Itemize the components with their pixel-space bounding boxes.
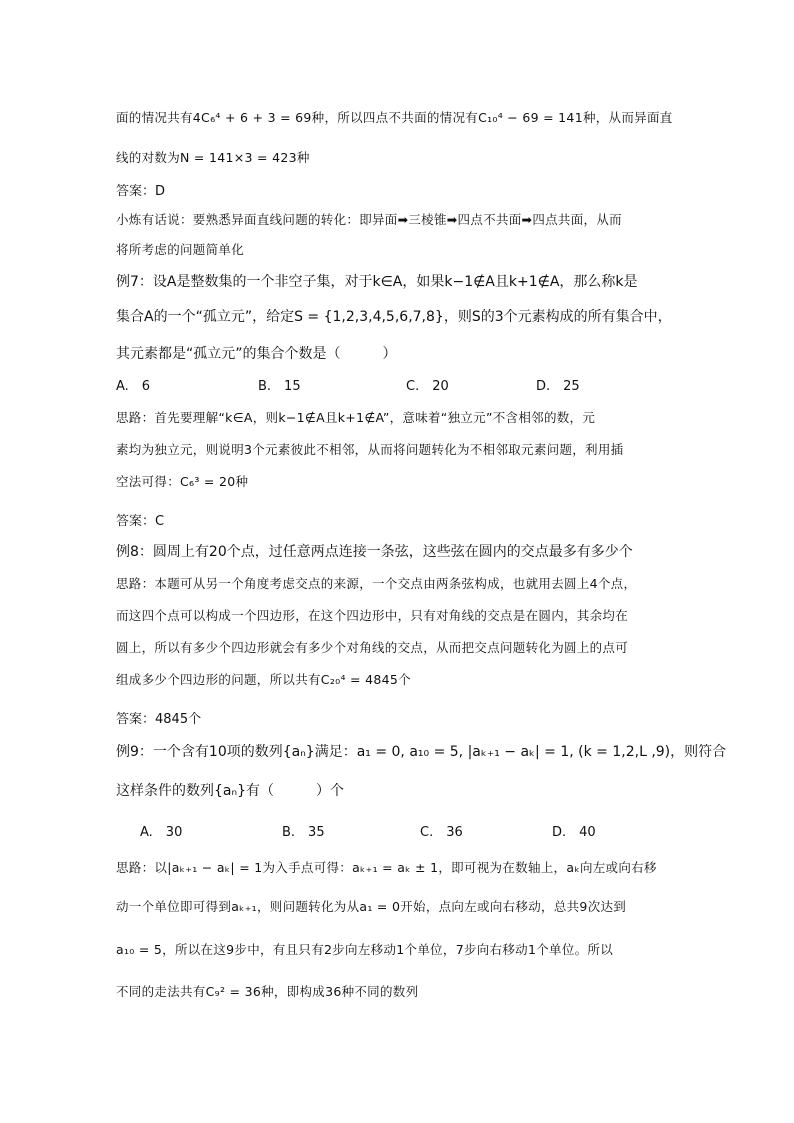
option-c: C. 20 bbox=[406, 379, 449, 394]
option-b: B. 15 bbox=[258, 379, 301, 394]
text-line: 圆上，所以有多少个四边形就会有多少个对角线的交点，从而把交点问题转化为圆上的点可 bbox=[116, 640, 629, 655]
text-line: 思路：首先要理解“k∈A，则k−1∉A且k+1∉A”，意味着“独立元”不含相邻的数，元 bbox=[116, 410, 596, 425]
text-line: a₁₀ = 5，所以在这9步中，有且只有2步向左移动1个单位，7步向右移动1个单位。所以 bbox=[116, 942, 614, 957]
option-c: C. 36 bbox=[420, 825, 463, 840]
text-line: 思路：以|aₖ₊₁ − aₖ| = 1为入手点可得：aₖ₊₁ = aₖ ± 1，即可视为在数轴上，aₖ向左或向右移 bbox=[116, 860, 657, 875]
text-line: 面的情况共有4C₆⁴ + 6 + 3 = 69种，所以四点不共面的情况有C₁₀⁴ − 69 = 141种，从而异面直 bbox=[116, 110, 673, 125]
text-line: 小炼有话说：要熟悉异面直线问题的转化：即异面➡三棱锥➡四点不共面➡四点共面，从而 bbox=[116, 212, 622, 227]
option-b: B. 35 bbox=[282, 825, 325, 840]
text-line: 思路：本题可从另一个角度考虑交点的来源，一个交点由两条弦构成，也就用去圆上4个点， bbox=[116, 576, 637, 591]
question-line: 例7：设A是整数集的一个非空子集，对于k∈A，如果k−1∉A且k+1∉A，那么称k是 bbox=[116, 274, 638, 290]
question-line: 这样条件的数列{aₙ}有（ ）个 bbox=[116, 783, 344, 799]
option-d: D. 25 bbox=[536, 379, 580, 394]
answer-line: 答案：D bbox=[116, 184, 166, 199]
question-line: 其元素都是“孤立元”的集合个数是（ ） bbox=[116, 346, 397, 362]
question-line: 例8：圆周上有20个点，过任意两点连接一条弦，这些弦在圆内的交点最多有多少个 bbox=[116, 544, 633, 560]
question-line: 例9：一个含有10项的数列{aₙ}满足：a₁ = 0, a₁₀ = 5, |aₖ₊₁ − aₖ| = 1, (k = 1,2,L ,9)，则符合 bbox=[116, 744, 727, 760]
option-d: D. 40 bbox=[552, 825, 596, 840]
answer-line: 答案：4845个 bbox=[116, 712, 202, 727]
answer-line: 答案：C bbox=[116, 514, 165, 529]
text-line: 空法可得：C₆³ = 20种 bbox=[116, 474, 249, 489]
text-line: 将所考虑的问题简单化 bbox=[116, 242, 245, 257]
text-line: 素均为独立元，则说明3个元素彼此不相邻，从而将问题转化为不相邻取元素问题，利用插 bbox=[116, 442, 624, 457]
option-a: A. 6 bbox=[116, 379, 151, 394]
text-line: 线的对数为N = 141×3 = 423种 bbox=[116, 150, 310, 165]
text-line: 不同的走法共有C₉² = 36种，即构成36种不同的数列 bbox=[116, 984, 419, 999]
text-line: 动一个单位即可得到aₖ₊₁，则问题转化为从a₁ = 0开始，点向左或向右移动，总共9次达到 bbox=[116, 899, 627, 914]
option-a: A. 30 bbox=[140, 825, 183, 840]
question-line: 集合A的一个“孤立元”，给定S = {1,2,3,4,5,6,7,8}，则S的3个元素构成的所有集合中， bbox=[116, 309, 672, 325]
text-line: 而这四个点可以构成一个四边形，在这个四边形中，只有对角线的交点是在圆内，其余均在 bbox=[116, 608, 629, 623]
text-line: 组成多少个四边形的问题，所以共有C₂₀⁴ = 4845个 bbox=[116, 672, 411, 687]
